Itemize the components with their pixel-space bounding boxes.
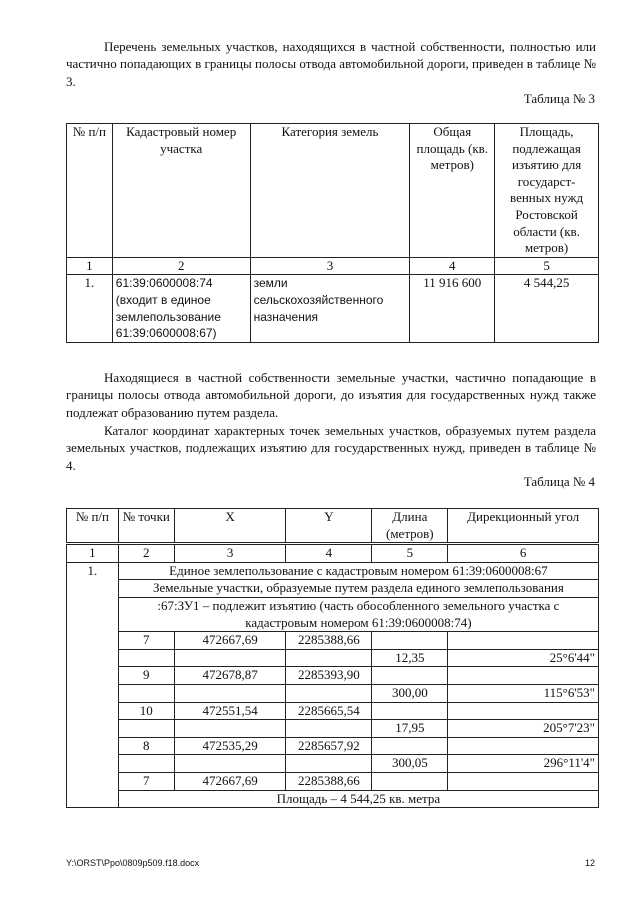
group-row [67,562,599,580]
total-area: 11 916 600 [410,275,495,342]
segment-length: 300,05 [372,755,448,773]
empty-cell [448,702,599,720]
column-number: 1 [67,544,119,563]
column-number: 4 [286,544,372,563]
column-number: 6 [448,544,599,563]
column-number: 3 [174,544,286,563]
area-row [67,790,599,808]
table-3 [66,123,599,343]
coord-y: 2285665,54 [286,702,372,720]
point-number: 7 [118,632,174,650]
table-header-row [67,509,599,544]
point-row [67,632,599,650]
coord-x: 472551,54 [174,702,286,720]
point-number: 9 [118,667,174,685]
empty-cell [174,649,286,667]
coord-x: 472678,87 [174,667,286,685]
column-number-row [67,544,599,563]
land-category: земли сельскохозяйственного назначения [250,275,410,342]
row-number: 1. [67,275,113,342]
table-row [67,275,599,342]
point-number: 10 [118,702,174,720]
header-cell: X [174,509,286,544]
point-row [67,772,599,790]
part-title: :67:ЗУ1 – подлежит изъятию (часть обособленного земельного участка с кадастровым номером 61:39:0600008:74) [118,597,598,631]
coord-y: 2285657,92 [286,737,372,755]
point-row [67,702,599,720]
empty-cell [118,684,174,702]
empty-cell [118,720,174,738]
table-4 [66,508,599,808]
empty-cell [286,684,372,702]
point-row [67,667,599,685]
paragraph-division: Находящиеся в частной собственности земельные участки, частично попадающие в границы полосы отвода автомобильной дороги, до изъятия для государственных нужд также подлежат образованию путем раздела. [66,370,596,420]
part-row [67,597,599,631]
point-number: 8 [118,737,174,755]
segment-length: 300,00 [372,684,448,702]
subgroup-row [67,580,599,598]
empty-cell [286,649,372,667]
row-number: 1. [67,562,119,807]
column-number: 2 [118,544,174,563]
segment-angle: 25°6'44" [448,649,599,667]
footer-file-path: Y:\ORST\Ppo\0809p509.f18.docx [66,858,200,868]
header-cell: Общая площадь (кв. метров) [410,124,495,258]
segment-row [67,684,599,702]
header-cell: № п/п [67,124,113,258]
column-number: 1 [67,257,113,275]
subgroup-title: Земельные участки, образуемые путем раздела единого землепользования [118,580,598,598]
coord-y: 2285393,90 [286,667,372,685]
empty-cell [286,755,372,773]
empty-cell [174,720,286,738]
empty-cell [174,684,286,702]
empty-cell [286,720,372,738]
point-row [67,737,599,755]
header-cell: Y [286,509,372,544]
empty-cell [372,702,448,720]
segment-angle: 296°11'4" [448,755,599,773]
point-number: 7 [118,772,174,790]
table-header-row [67,124,599,258]
segment-row [67,755,599,773]
empty-cell [448,667,599,685]
empty-cell [174,755,286,773]
header-cell: Категория земель [250,124,410,258]
coord-x: 472667,69 [174,632,286,650]
column-number: 5 [372,544,448,563]
header-cell: Площадь, подлежащая изъятию для государст-венных нужд Ростовской области (кв. метров) [495,124,599,258]
empty-cell [118,755,174,773]
header-cell: Дирекционный угол [448,509,599,544]
header-cell: № п/п [67,509,119,544]
column-number: 4 [410,257,495,275]
empty-cell [118,649,174,667]
segment-angle: 205°7'23" [448,720,599,738]
page-number: 12 [584,858,595,868]
table3-caption: Таблица № 3 [523,91,595,106]
empty-cell [372,632,448,650]
coord-y: 2285388,66 [286,772,372,790]
segment-row [67,720,599,738]
seized-area: 4 544,25 [495,275,599,342]
intro-paragraph: Перечень земельных участков, находящихся в частной собственности, полностью или частично попадающих в границы полосы отвода автомобильной дороги, приведен в таблице № 3. [66,39,596,89]
coord-y: 2285388,66 [286,632,372,650]
column-number: 2 [112,257,250,275]
column-number: 3 [250,257,410,275]
column-number-row [67,257,599,275]
segment-row [67,649,599,667]
segment-angle: 115°6'53" [448,684,599,702]
empty-cell [448,772,599,790]
header-cell: Длина (метров) [372,509,448,544]
coord-x: 472535,29 [174,737,286,755]
empty-cell [372,737,448,755]
column-number: 5 [495,257,599,275]
table4-caption: Таблица № 4 [523,474,595,489]
empty-cell [372,667,448,685]
cadastral-number: 61:39:0600008:74 (входит в единое землепользование 61:39:0600008:67) [112,275,250,342]
header-cell: № точки [118,509,174,544]
paragraph-catalog: Каталог координат характерных точек земельных участков, образуемых путем раздела земельных участков, подлежащих изъятию для государственных нужд, приведен в таблице № 4. [66,423,596,473]
empty-cell [448,737,599,755]
group-title: Единое землепользование с кадастровым номером 61:39:0600008:67 [118,562,598,580]
segment-length: 17,95 [372,720,448,738]
area-total: Площадь – 4 544,25 кв. метра [118,790,598,808]
coord-x: 472667,69 [174,772,286,790]
segment-length: 12,35 [372,649,448,667]
empty-cell [448,632,599,650]
header-cell: Кадастровый номер участка [112,124,250,258]
empty-cell [372,772,448,790]
